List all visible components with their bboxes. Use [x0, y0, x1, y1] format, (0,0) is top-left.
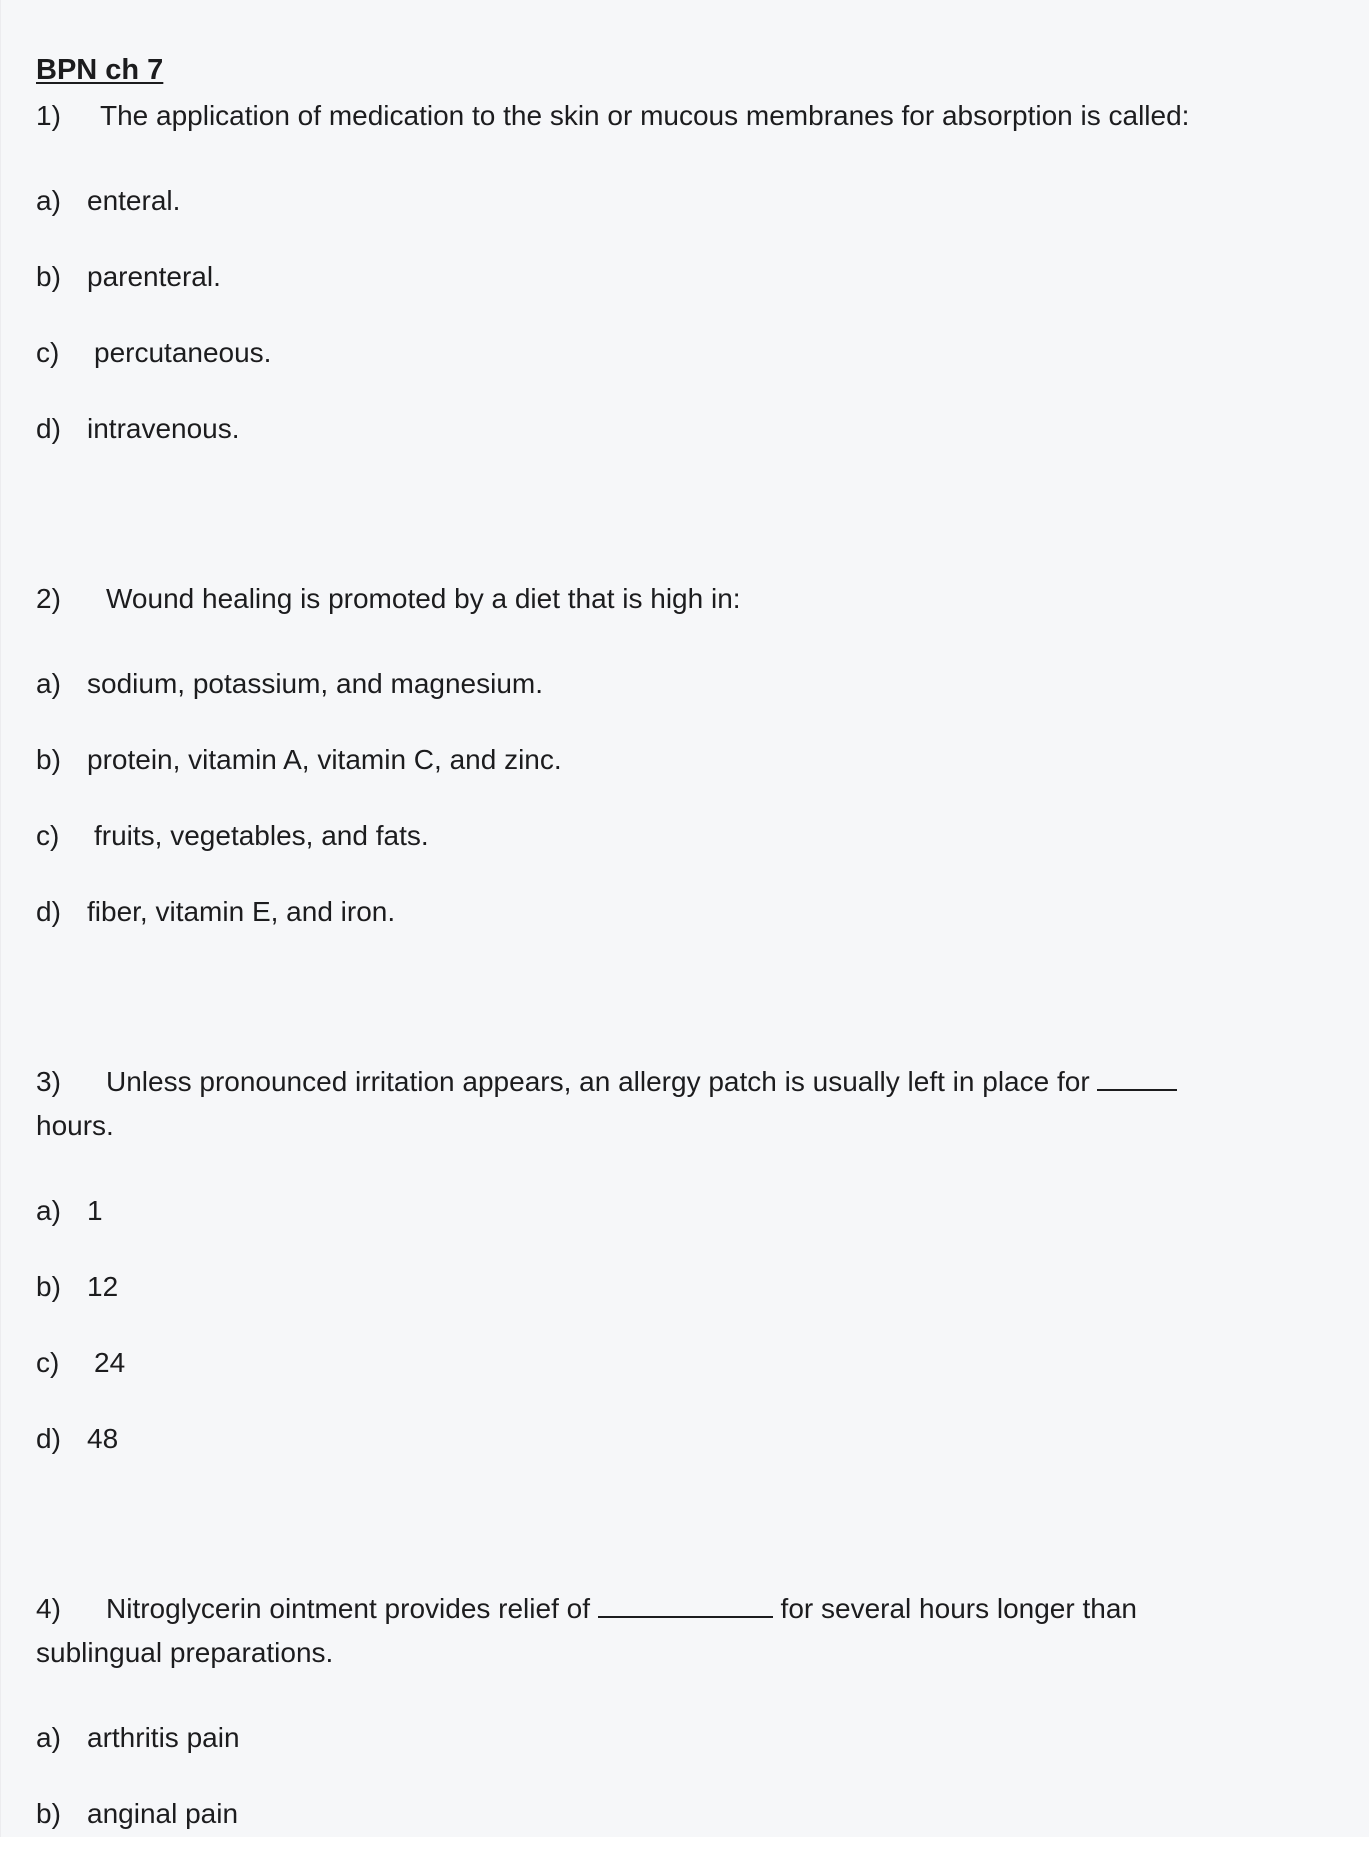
question-1-text: The application of medication to the skin or mucous membranes for absorption is called:: [100, 100, 1190, 131]
question-4-text-before: Nitroglycerin ointment provides relief of: [106, 1593, 590, 1624]
question-3-option-a[interactable]: [36, 1173, 1336, 1249]
question-1-option-c[interactable]: [36, 315, 1336, 391]
question-4-blank: [598, 1596, 773, 1618]
option-label: a): [36, 185, 61, 216]
question-1-option-a[interactable]: [36, 163, 1336, 239]
question-4-text-line2: sublingual preparations.: [36, 1637, 334, 1668]
option-label: b): [36, 1798, 61, 1829]
option-text: percutaneous.: [94, 337, 272, 368]
option-text: arthritis pain: [87, 1722, 240, 1753]
question-2: [36, 577, 1336, 950]
question-2-option-d[interactable]: [36, 874, 1336, 950]
question-2-option-b[interactable]: [36, 722, 1336, 798]
question-1-options: [36, 163, 1336, 467]
question-2-option-c[interactable]: [36, 798, 1336, 874]
question-1-number: 1): [36, 100, 61, 131]
question-4-number: 4): [36, 1593, 61, 1624]
option-label: c): [36, 820, 60, 851]
option-text: fruits, vegetables, and fats.: [94, 820, 429, 851]
question-2-text: Wound healing is promoted by a diet that is high in:: [106, 583, 741, 614]
question-3-option-d[interactable]: [36, 1401, 1336, 1477]
question-1-option-d[interactable]: [36, 391, 1336, 467]
option-label: b): [36, 744, 61, 775]
question-3-blank: [1097, 1069, 1177, 1091]
option-text: 24: [94, 1347, 126, 1378]
question-1-stem: [36, 94, 1336, 138]
option-label: d): [36, 1423, 61, 1454]
question-2-number: 2): [36, 583, 61, 614]
question-3-stem: [36, 1060, 1336, 1148]
option-label: a): [36, 668, 61, 699]
question-4-option-b[interactable]: [36, 1776, 1336, 1852]
option-label: d): [36, 896, 61, 927]
question-2-option-a[interactable]: [36, 646, 1336, 722]
question-2-stem: [36, 577, 1336, 621]
option-label: c): [36, 337, 60, 368]
option-label: a): [36, 1195, 61, 1226]
option-text: parenteral.: [87, 261, 221, 292]
question-3-option-c[interactable]: [36, 1325, 1336, 1401]
question-3-number: 3): [36, 1066, 61, 1097]
question-4-option-a[interactable]: [36, 1700, 1336, 1776]
document-content: [36, 50, 1336, 1852]
question-2-options: [36, 646, 1336, 950]
question-4-stem: [36, 1587, 1336, 1675]
question-3-text-after: hours.: [36, 1110, 114, 1141]
document-title: BPN ch 7: [36, 54, 164, 86]
question-3-options: [36, 1173, 1336, 1477]
question-4: [36, 1587, 1336, 1852]
question-1-option-b[interactable]: [36, 239, 1336, 315]
question-3-text-before: Unless pronounced irritation appears, an allergy patch is usually left in place for: [106, 1066, 1090, 1097]
option-label: c): [36, 1347, 60, 1378]
question-3-option-b[interactable]: [36, 1249, 1336, 1325]
question-4-options: [36, 1700, 1336, 1852]
option-text: enteral.: [87, 185, 181, 216]
option-text: 12: [87, 1271, 119, 1302]
option-text: 48: [87, 1423, 119, 1454]
question-4-text-after: for several hours longer than: [780, 1593, 1137, 1624]
option-text: anginal pain: [87, 1798, 239, 1829]
option-text: intravenous.: [87, 413, 240, 444]
option-text: fiber, vitamin E, and iron.: [87, 896, 396, 927]
option-label: b): [36, 261, 61, 292]
option-label: b): [36, 1271, 61, 1302]
option-label: d): [36, 413, 61, 444]
option-text: protein, vitamin A, vitamin C, and zinc.: [87, 744, 562, 775]
question-3: [36, 1060, 1336, 1477]
question-1: [36, 94, 1336, 467]
option-label: a): [36, 1722, 61, 1753]
option-text: sodium, potassium, and magnesium.: [87, 668, 543, 699]
option-text: 1: [87, 1195, 103, 1226]
